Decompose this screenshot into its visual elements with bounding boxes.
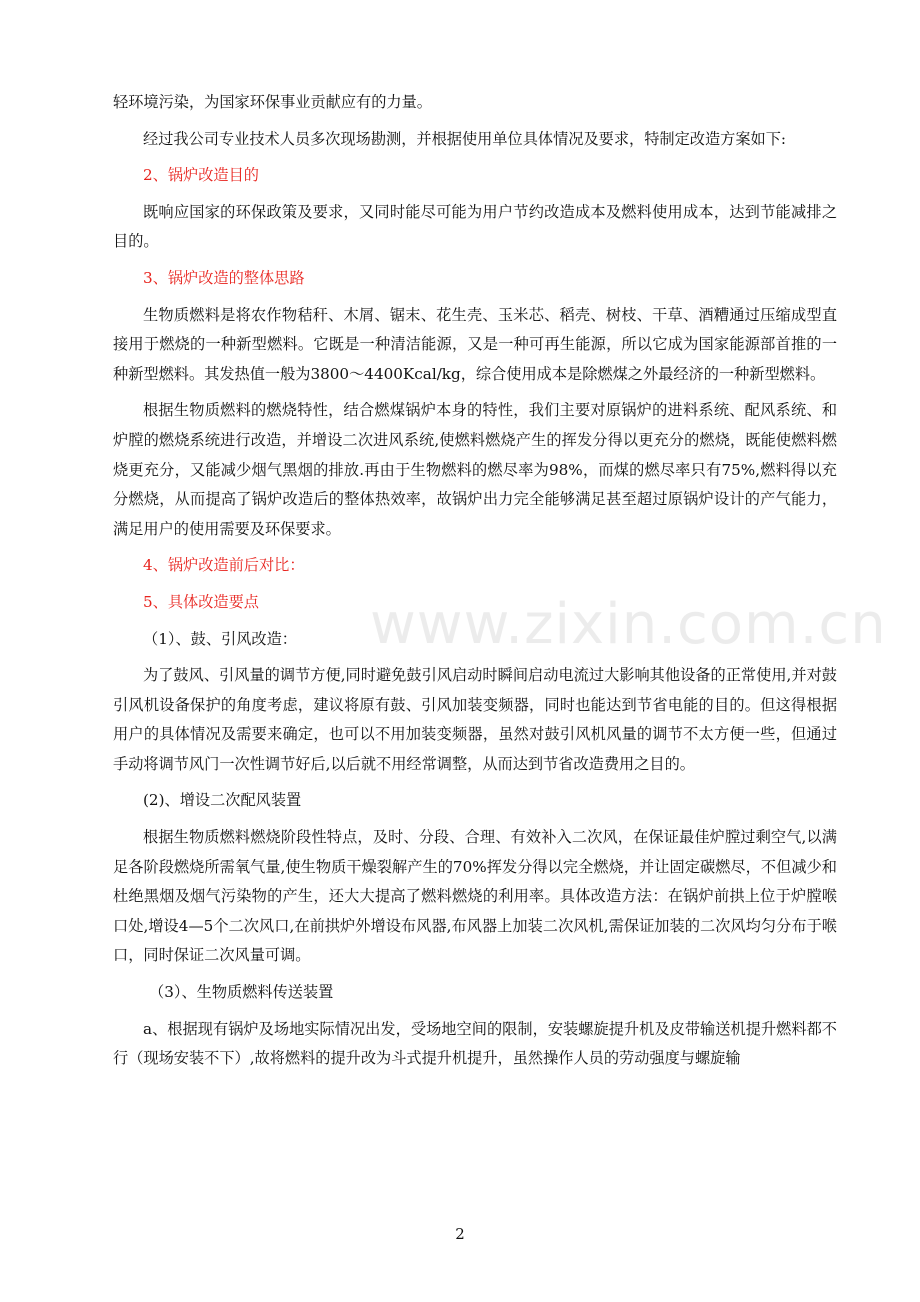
paragraph-combustion: 根据生物质燃料的燃烧特性，结合燃煤锅炉本身的特性，我们主要对原锅炉的进料系统、配风系统、和炉膛的燃烧系统进行改造，并增设二次进风系统,使燃料燃烧产生的挥发分得以更充分的燃烧，既能使燃料燃烧更充分，又能减少烟气黑烟的排放.再由于生物燃料的燃尽率为98%，而煤的燃尽率只有75%,燃料得以充分燃烧，从而提高了锅炉改造后的整体热效率，故锅炉出力完全能够满足甚至超过原锅炉设计的产气能力，满足用户的使用需要及环保要求。	[113, 401, 837, 538]
paragraph-purpose: 既响应国家的环保政策及要求，又同时能尽可能为用户节约改造成本及燃料使用成本，达到节能减排之目的。	[113, 202, 837, 251]
paragraph-fan: 为了鼓风、引风量的调节方便,同时避免鼓引风启动时瞬间启动电流过大影响其他设备的正常使用,并对鼓引风机设备保护的角度考虑，建议将原有鼓、引风加装变频器，同时也能达到节省电能的目的。但这得根据用户的具体情况及需要来确定，也可以不用加装变频器，虽然对鼓引风机风量的调节不太方便一些，但通过手动将调节风门一次性调节好后,以后就不用经常调整，从而达到节省改造费用之目的。	[113, 666, 837, 773]
subheading-conveyor: （3）、生物质燃料传送装置	[149, 983, 334, 1002]
subheading-secondary-air: (2)、增设二次配风装置	[143, 791, 302, 810]
paragraph-intro: 经过我公司专业技术人员多次现场勘测，并根据使用单位具体情况及要求，特制定改造方案如下:	[143, 129, 786, 148]
subheading-fan: （1）、鼓、引风改造：	[143, 629, 297, 648]
paragraph-secondary-air: 根据生物质燃料燃烧阶段性特点，及时、分段、合理、有效补入二次风，在保证最佳炉膛过剩空气,以满足各阶段燃烧所需氧气量,使生物质干燥裂解产生的70%挥发分得以完全燃烧，并让固定碳燃尽，不但减少和杜绝黑烟及烟气污染物的产生，还大大提高了燃料燃烧的利用率。具体改造方法：在锅炉前拱上位于炉膛喉口处,增设4—5个二次风口,在前拱炉外增设布风器,布风器上加装二次风机,需保证加装的二次风均匀分布于喉口，同时保证二次风量可调。	[113, 828, 837, 965]
heading-purpose: 2、锅炉改造目的	[143, 166, 259, 185]
paragraph-conveyor: a、根据现有锅炉及场地实际情况出发，受场地空间的限制，安装螺旋提升机及皮带输送机提升燃料都不行（现场安装不下）,故将燃料的提升改为斗式提升机提升，虽然操作人员的劳动强度与螺旋输	[113, 1019, 837, 1068]
paragraph-continuation: 轻环境污染，为国家环保事业贡献应有的力量。	[113, 93, 432, 111]
watermark: www.zixin.com.cn	[370, 592, 887, 657]
heading-approach: 3、锅炉改造的整体思路	[143, 268, 305, 287]
heading-comparison: 4、锅炉改造前后对比：	[143, 556, 305, 575]
paragraph-biomass-fuel: 生物质燃料是将农作物秸秆、木屑、锯末、花生壳、玉米芯、稻壳、树枝、干草、酒糟通过压缩成型直接用于燃烧的一种新型燃料。它既是一种清洁能源，又是一种可再生能源，所以它成为国家能源部首推的一种新型燃料。其发热值一般为3800～4400Kcal/kg，综合使用成本是除燃煤之外最经济的一种新型燃料。	[113, 305, 837, 383]
document-body	[113, 88, 837, 1074]
heading-key-points: 5、具体改造要点	[143, 592, 259, 611]
page-number: 2	[455, 1225, 465, 1243]
